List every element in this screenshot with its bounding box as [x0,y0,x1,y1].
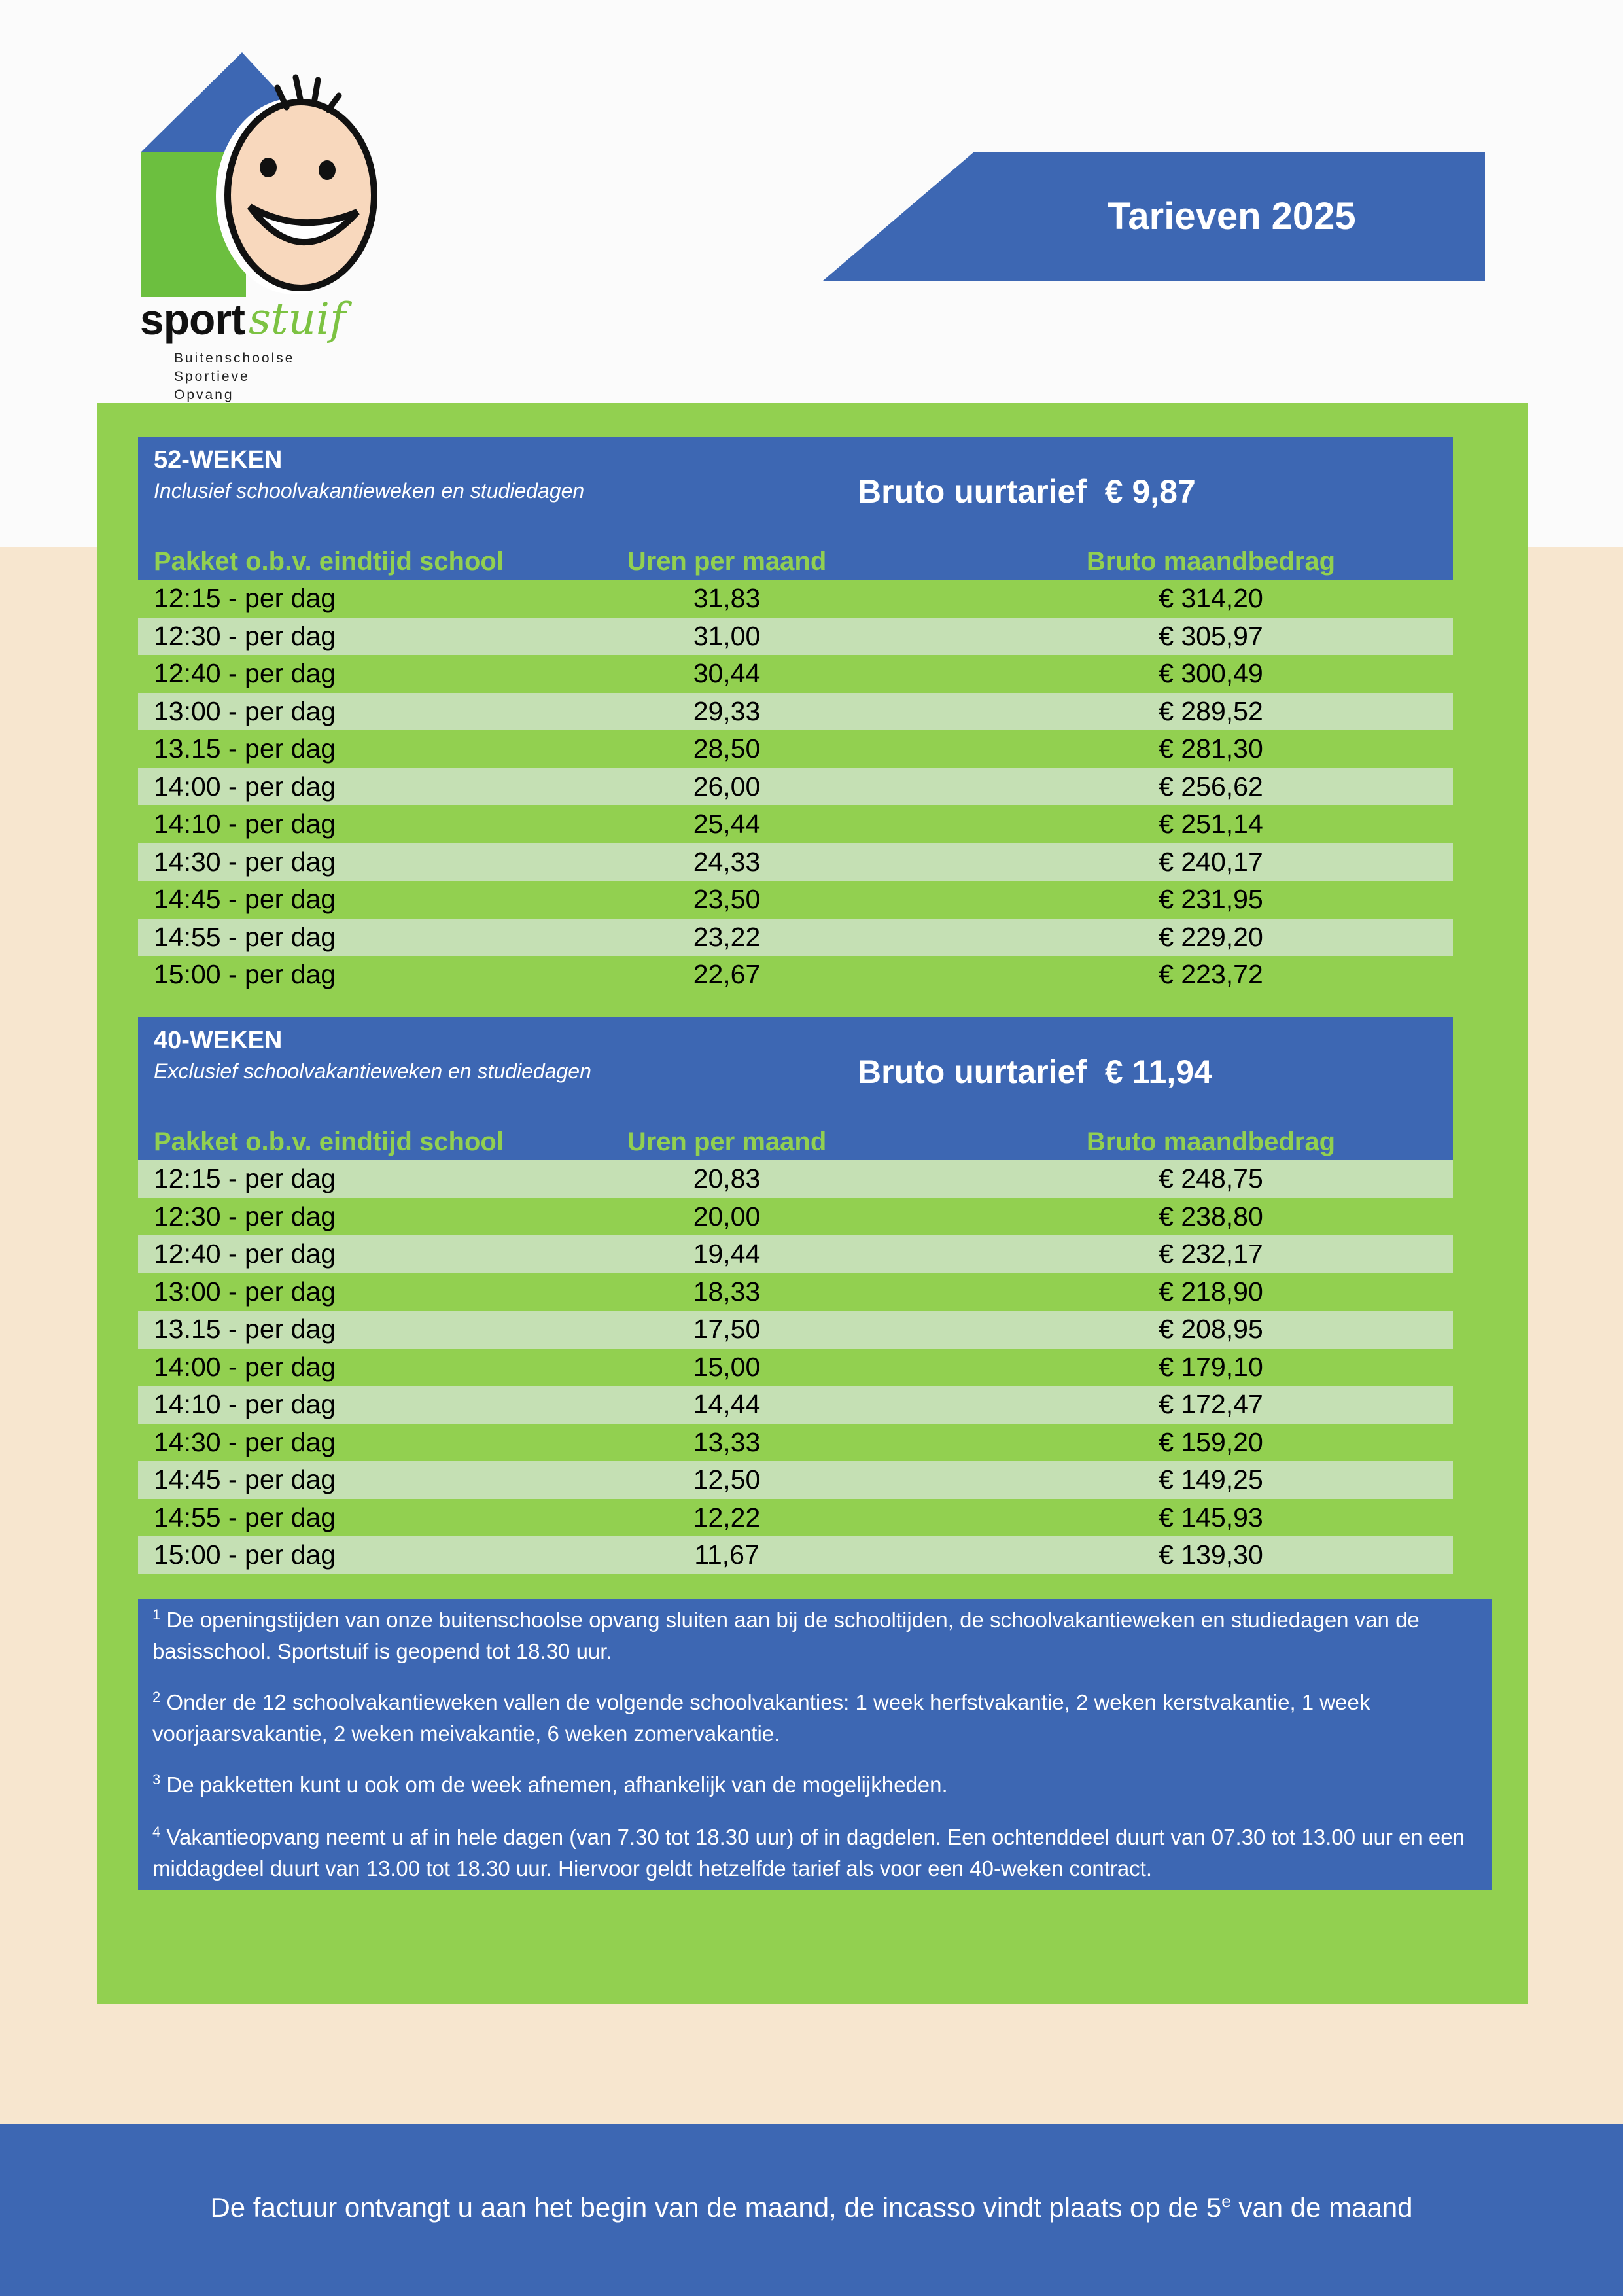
package-cell: 12:30 - per dag [154,620,336,651]
hours-cell: 11,67 [694,1540,759,1570]
package-cell: 14:30 - per dag [154,1426,336,1457]
hours-cell: 26,00 [693,771,761,802]
hours-cell: 12,50 [693,1464,761,1494]
section-40-header [138,1017,1453,1160]
table-row [138,881,1453,919]
package-cell: 14:45 - per dag [154,884,336,914]
column-header-hours: Uren per maand [627,547,827,576]
section-40-table [138,1160,1453,1574]
table-row [138,919,1453,957]
section-52-header [138,437,1453,580]
amount-cell: € 314,20 [1159,583,1263,613]
package-cell: 12:15 - per dag [154,1163,336,1193]
package-cell: 14:10 - per dag [154,809,336,839]
brand-sport: sport [140,295,245,344]
package-cell: 13:00 - per dag [154,696,336,726]
amount-cell: € 218,90 [1159,1276,1263,1307]
amount-cell: € 231,95 [1159,884,1263,914]
amount-cell: € 179,10 [1159,1351,1263,1382]
package-cell: 14:00 - per dag [154,1351,336,1382]
table-row [138,1235,1453,1273]
package-cell: 14:10 - per dag [154,1389,336,1419]
tagline-line-1: Buitenschoolse [174,351,295,366]
section-40-rate: Bruto uurtarief € 11,94 [858,1053,1212,1090]
amount-cell: € 305,97 [1159,620,1263,651]
column-header-hours: Uren per maand [627,1127,827,1156]
hours-cell: 25,44 [693,809,761,839]
package-cell: 12:40 - per dag [154,1239,336,1269]
hours-cell: 24,33 [693,846,761,877]
hours-cell: 31,83 [693,583,761,613]
table-row [138,1386,1453,1424]
hours-cell: 20,00 [693,1201,761,1231]
footnote-3-number: 3 [152,1771,161,1788]
logo-tagline [174,349,294,404]
footnote-4-text: Vakantieopvang neemt u af in hele dagen (van 7.30 tot 18.30 uur) of in dagdelen. Een ochtenddeel duurt van 07.30 tot 13.00 uur en een middagdeel duurt van 13.00 tot 18.30 uur. Hiervoor geldt hetzelfde tarief als voor een 40-weken contract. [152,1825,1465,1881]
package-cell: 13.15 - per dag [154,1314,336,1344]
section-40-title: 40-WEKEN [154,1027,283,1054]
table-row [138,1311,1453,1349]
footnote-3 [152,1769,1480,1801]
amount-cell: € 145,93 [1159,1502,1263,1532]
package-cell: 15:00 - per dag [154,959,336,989]
tagline-line-3: Opvang [174,387,234,402]
table-row [138,1160,1453,1198]
footnote-3-text: De pakketten kunt u ook om de week afnemen, afhankelijk van de mogelijkheden. [160,1773,948,1797]
table-row [138,1461,1453,1499]
footnote-1 [152,1604,1480,1667]
table-row [138,768,1453,806]
footnote-2-number: 2 [152,1689,161,1705]
amount-cell: € 208,95 [1159,1314,1263,1344]
footer-text [0,2181,1623,2227]
amount-cell: € 248,75 [1159,1163,1263,1193]
section-52-table [138,580,1453,994]
footnotes-box [138,1599,1492,1890]
table-row [138,956,1453,994]
amount-cell: € 240,17 [1159,846,1263,877]
hours-cell: 22,67 [693,959,761,989]
table-row [138,1198,1453,1236]
package-cell: 14:45 - per dag [154,1464,336,1494]
footer-text-sup: e [1221,2191,1231,2211]
column-header-amount: Bruto maandbedrag [1086,1127,1336,1156]
package-cell: 12:30 - per dag [154,1201,336,1231]
amount-cell: € 159,20 [1159,1426,1263,1457]
section-40-subtitle: Exclusief schoolvakantieweken en studiedagen [154,1059,591,1083]
hours-cell: 14,44 [693,1389,761,1419]
hours-cell: 15,00 [693,1351,761,1382]
package-cell: 13.15 - per dag [154,733,336,764]
hours-cell: 23,22 [693,921,761,952]
table-row [138,1273,1453,1311]
footnote-4 [152,1822,1480,1884]
table-row [138,1349,1453,1386]
amount-cell: € 229,20 [1159,921,1263,952]
package-cell: 15:00 - per dag [154,1540,336,1570]
footnote-4-number: 4 [152,1824,161,1840]
footnote-1-text: De openingstijden van onze buitenschoolse opvang sluiten aan bij de schooltijden, de schoolvakantieweken en studiedagen van de basisschool. Sportstuif is geopend tot 18.30 uur. [152,1608,1420,1663]
section-52-rate: Bruto uurtarief € 9,87 [858,473,1196,510]
hours-cell: 31,00 [693,620,761,651]
footer-band [0,2124,1623,2296]
amount-cell: € 223,72 [1159,959,1263,989]
hours-cell: 20,83 [693,1163,761,1193]
tagline-line-2: Sportieve [174,369,250,384]
amount-cell: € 238,80 [1159,1201,1263,1231]
hours-cell: 17,50 [693,1314,761,1344]
package-cell: 14:55 - per dag [154,921,336,952]
amount-cell: € 289,52 [1159,696,1263,726]
table-row [138,655,1453,693]
hours-cell: 18,33 [693,1276,761,1307]
amount-cell: € 256,62 [1159,771,1263,802]
section-52-title: 52-WEKEN [154,446,283,474]
hours-cell: 23,50 [693,884,761,914]
footnote-1-number: 1 [152,1606,161,1623]
column-header-package: Pakket o.b.v. eindtijd school [154,1127,504,1156]
amount-cell: € 251,14 [1159,809,1263,839]
amount-cell: € 300,49 [1159,658,1263,688]
column-header-amount: Bruto maandbedrag [1086,547,1336,576]
amount-cell: € 232,17 [1159,1239,1263,1269]
table-row [138,618,1453,656]
package-cell: 14:00 - per dag [154,771,336,802]
package-cell: 14:55 - per dag [154,1502,336,1532]
sportstuif-logo [137,51,399,404]
column-header-package: Pakket o.b.v. eindtijd school [154,547,504,576]
footnote-2-text: Onder de 12 schoolvakantieweken vallen de volgende schoolvakanties: 1 week herfstvakantie, 2 weken kerstvakantie, 1 week voorjaarsvakantie, 2 weken meivakantie, 6 weken zomervakantie. [152,1690,1370,1746]
hours-cell: 13,33 [693,1426,761,1457]
table-row [138,1424,1453,1462]
page-title: Tarieven 2025 [1108,195,1356,238]
hours-cell: 12,22 [693,1502,761,1532]
package-cell: 13:00 - per dag [154,1276,336,1307]
hours-cell: 19,44 [693,1239,761,1269]
hours-cell: 28,50 [693,733,761,764]
table-row [138,805,1453,843]
brand-stuif: stuif [249,294,346,344]
package-cell: 12:40 - per dag [154,658,336,688]
table-row [138,843,1453,881]
package-cell: 14:30 - per dag [154,846,336,877]
table-row [138,693,1453,731]
amount-cell: € 149,25 [1159,1464,1263,1494]
table-row [138,730,1453,768]
amount-cell: € 172,47 [1159,1389,1263,1419]
amount-cell: € 281,30 [1159,733,1263,764]
footer-text-before: De factuur ontvangt u aan het begin van de maand, de incasso vindt plaats op de 5 [210,2192,1222,2223]
footer-text-after: van de maand [1230,2192,1413,2223]
package-cell: 12:15 - per dag [154,583,336,613]
section-52-subtitle: Inclusief schoolvakantieweken en studiedagen [154,479,585,503]
hours-cell: 30,44 [693,658,761,688]
footnote-2 [152,1687,1480,1750]
table-row [138,580,1453,618]
amount-cell: € 139,30 [1159,1540,1263,1570]
logo-house-face-icon [137,51,399,300]
hours-cell: 29,33 [693,696,761,726]
title-banner [823,152,1485,281]
table-row [138,1499,1453,1537]
table-row [138,1536,1453,1574]
